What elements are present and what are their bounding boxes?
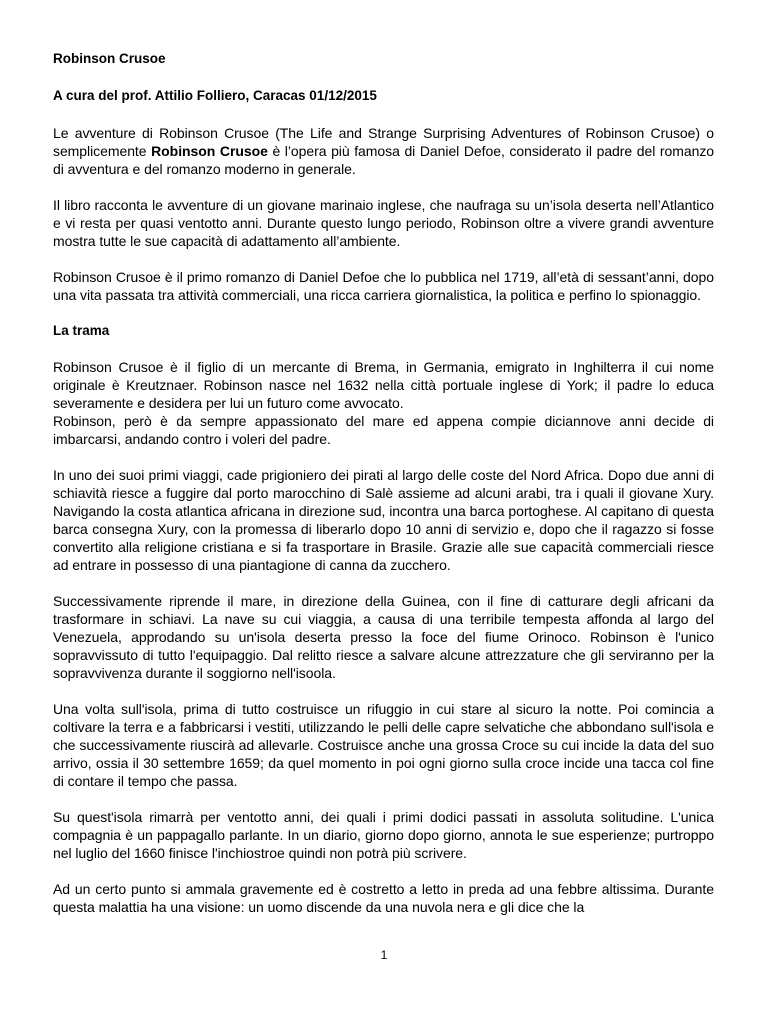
paragraph-3: Robinson Crusoe è il primo romanzo di Daniel Defoe che lo pubblica nel 1719, all’età di sessant’anni, dopo una vita passata tra attività commerciali, una ricca carriera giornalistica, la politica e perfino lo spionaggio. — [53, 269, 714, 303]
paragraph-6: Successivamente riprende il mare, in direzione della Guinea, con il fine di catturare degli africani da trasformare in schiavi. La nave su cui viaggia, a causa di una terribile tempesta affonda al largo del Venezuela, approdando su un'isola deserta presso la foce del fiume Orinoco. Robinson è l'unico sopravvissuto di tutto l'equipaggio. Dal relitto riesce a salvare alcune attrezzature che gli serviranno per la sopravvivenza durante il soggiorno nell'isoola. — [53, 593, 714, 681]
document-subtitle: A cura del prof. Attilio Folliero, Caracas 01/12/2015 — [53, 88, 377, 103]
document-title: Robinson Crusoe — [53, 51, 166, 66]
document-page — [53, 50, 714, 934]
intro-text-pre: Le avventure di Robinson Crusoe (The Life and Strange Surprising Adventures of Robinson Crusoe) o semplicemente — [53, 125, 714, 159]
paragraph-4-line-2: Robinson, però è da sempre appassionato del mare ed appena compie diciannove anni decide di imbarcarsi, andando contro i voleri del padre. — [53, 413, 714, 447]
paragraph-4-line-1: Robinson Crusoe è il figlio di un mercante di Brema, in Germania, emigrato in Inghilterra il cui nome originale è Kreutznaer. Robinson nasce nel 1632 nella città portuale inglese di York; il padre lo educa severamente e desidera per lui un futuro come avvocato. — [53, 359, 714, 411]
paragraph-4 — [53, 358, 714, 448]
section-heading-trama: La trama — [53, 323, 110, 338]
paragraph-2: Il libro racconta le avventure di un giovane marinaio inglese, che naufraga su un’isola deserta nell’Atlantico e vi resta per quasi ventotto anni. Durante questo lungo periodo, Robinson oltre a vivere grandi avventure mostra tutte le sue capacità di adattamento all’ambiente. — [53, 197, 714, 249]
intro-bold-title: Robinson Crusoe — [151, 143, 268, 159]
paragraph-7: Una volta sull'isola, prima di tutto costruisce un rifuggio in cui stare al sicuro la notte. Poi comincia a coltivare la terra e a fabbricarsi i vestiti, utilizzando le pelli delle capre selvatiche che abbondano sull'isola e che successivamente riuscirà ad allevarle. Costruisce anche una grossa Croce su cui incide la data del suo arrivo, ossia il 30 settembre 1659; da quel momento in poi ogni giorno sulla croce incide una tacca col fine di contare il tempo che passa. — [53, 701, 714, 789]
paragraph-5: In uno dei suoi primi viaggi, cade prigioniero dei pirati al largo delle coste del Nord Africa. Dopo due anni di schiavità riesce a fuggire dal porto marocchino di Salè assieme ad alcuni arabi, tra i quali il giovane Xury. Navigando la costa atlantica africana in direzione sud, incontra una barca portoghese. Al capitano di questa barca consegna Xury, con la promessa di liberarlo dopo 10 anni di servizio e, dopo che il ragazzo si fosse convertito alla religione cristiana e si fa trasportare in Brasile. Grazie alle sue capacità commerciali riesce ad entrare in possesso di una piantagione di canna da zucchero. — [53, 467, 714, 573]
page-number: 1 — [380, 948, 388, 962]
paragraph-9: Ad un certo punto si ammala gravemente ed è costretto a letto in preda ad una febbre altissima. Durante questa malattia ha una visione: un uomo discende da una nuvola nera e gli dice che la — [53, 881, 714, 915]
intro-text-post: è l’opera più famosa di Daniel Defoe, considerato il padre del romanzo di avventura e del romanzo moderno in generale. — [53, 143, 715, 177]
paragraph-intro — [53, 124, 714, 178]
paragraph-8: Su quest'isola rimarrà per ventotto anni, dei quali i primi dodici passati in assoluta solitudine. L'unica compagnia è un pappagallo parlante. In un diario, giorno dopo giorno, annota le sue esperienze; purtroppo nel luglio del 1660 finisce l'inchiostroe quindi non potrà più scrivere. — [53, 809, 714, 861]
